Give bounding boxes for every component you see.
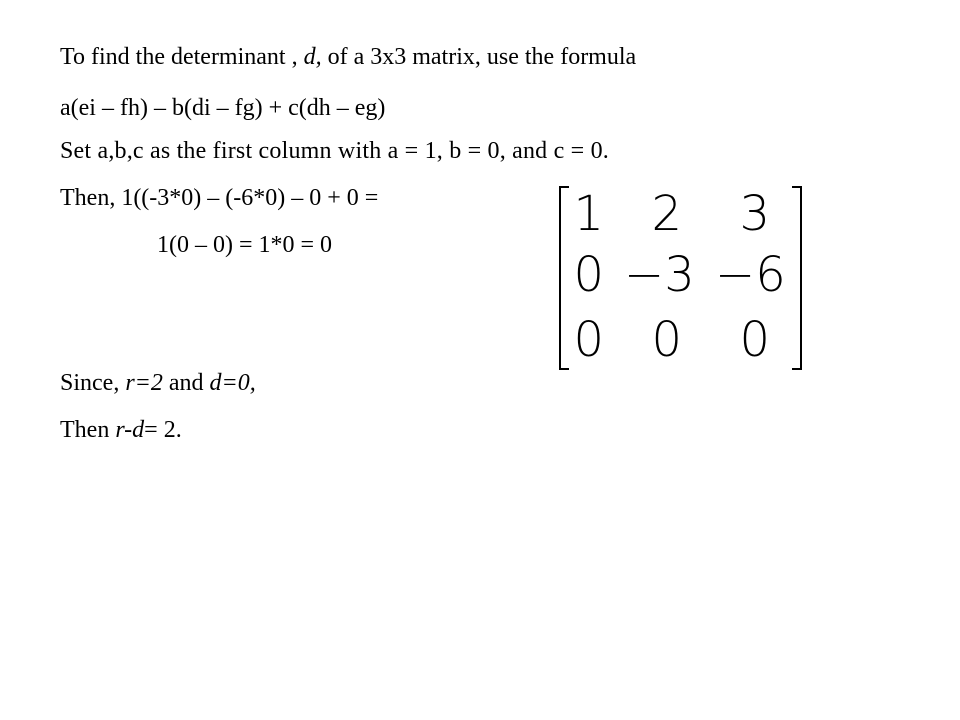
calculation-step-2: 1(0 – 0) = 1*0 = 0: [157, 232, 333, 258]
rank-value: r=2: [125, 370, 163, 396]
matrix-cell: −6: [715, 247, 786, 303]
matrix-cell: 0: [573, 247, 604, 303]
first-column-text: Set a,b,c as the first column with a = 1, b = 0, and c = 0.: [60, 138, 609, 164]
matrix-cell: 1: [573, 186, 604, 242]
matrix-cell: 0: [573, 312, 604, 368]
intro-text-b: of a 3x3 matrix, use the formula: [321, 44, 637, 70]
calculation-step-1: Then, 1((-3*0) – (-6*0) – 0 + 0 =: [60, 185, 379, 211]
first-column-instruction: [60, 137, 609, 165]
determinant-formula: a(ei – fh) – b(di – fg) + c(dh – eg): [60, 95, 386, 121]
intro-d-symbol: d,: [303, 44, 322, 70]
difference-conclusion: [60, 416, 182, 444]
determinant-value: d=0,: [209, 370, 256, 396]
matrix-cell: 0: [739, 312, 770, 368]
matrix-cell: 2: [651, 186, 682, 242]
matrix-cell: 3: [739, 186, 770, 242]
then-text: Then: [60, 417, 116, 443]
and-text: and: [162, 370, 210, 396]
rank-minus-determinant: r-d: [115, 417, 145, 443]
matrix-cell: 0: [651, 312, 682, 368]
since-text: Since,: [60, 370, 126, 396]
difference-result: = 2.: [144, 417, 182, 443]
intro-text-a: To find the determinant ,: [60, 44, 304, 70]
matrix-right-bracket: [792, 186, 802, 370]
rank-determinant-statement: [60, 369, 256, 397]
determinant-intro-line: [60, 43, 636, 71]
matrix-cell: −3: [624, 247, 695, 303]
matrix-3x3: [559, 186, 802, 370]
